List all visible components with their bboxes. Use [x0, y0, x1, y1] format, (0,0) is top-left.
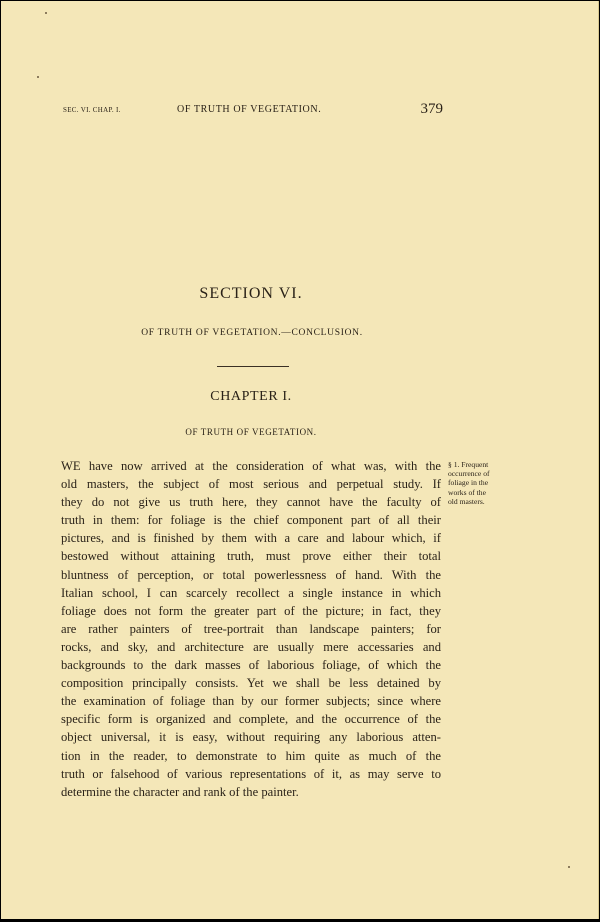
text-line: bestowed without attaining truth, must prove either their total	[61, 549, 441, 564]
text-line: rocks, and sky, and architecture are usually mere accessaries and	[61, 639, 441, 654]
text-line: the examination of foliage than by our former subjects; since where	[61, 694, 441, 709]
marginal-note-line: foliage in the	[448, 478, 489, 488]
divider-rule	[217, 366, 289, 367]
marginal-note-line: § 1. Frequent	[448, 460, 489, 469]
section-subtitle: OF TRUTH OF VEGETATION.—CONCLUSION.	[141, 328, 363, 338]
text-line: backgrounds to the dark masses of laborious foliage, of which the	[61, 658, 441, 673]
text-line: are rather painters of tree-portrait than landscape painters; for	[61, 621, 441, 636]
text-line: Italian school, I can scarcely recollect a single instance in which	[61, 585, 441, 600]
marginal-note-line: works of the	[448, 487, 486, 497]
book-page	[1, 1, 599, 919]
page-number: 379	[420, 101, 443, 117]
marginal-note	[448, 460, 510, 506]
text-line: foliage does not form the greater part of the picture; in fact, they	[61, 603, 441, 618]
paper-speck	[568, 866, 570, 868]
text-line: tion in the reader, to demonstrate to him quite as much of the	[61, 748, 441, 763]
text-line: object universal, it is easy, without requiring any laborious atten-	[61, 730, 441, 745]
text-line: specific form is organized and complete, and the occurrence of the	[61, 712, 441, 727]
paper-speck	[45, 12, 47, 14]
chapter-subtitle: OF TRUTH OF VEGETATION.	[185, 427, 317, 437]
text-line: WE have now arrived at the consideration of what was, with the	[61, 459, 441, 473]
text-line: composition principally consists. Yet we shall be less detained by	[61, 676, 441, 691]
text-line: old masters, the subject of most serious and perpetual study. If	[61, 477, 441, 492]
marginal-note-line: old masters.	[448, 496, 485, 506]
text-line: pictures, and is finished by them with a care and labour which, if	[61, 531, 441, 546]
text-line: determine the character and rank of the painter.	[61, 784, 299, 799]
running-head-title: OF TRUTH OF VEGETATION.	[177, 104, 322, 115]
running-head	[63, 102, 443, 120]
marginal-note-line: occurrence of	[448, 469, 490, 479]
running-head-section: SEC. VI. CHAP. I.	[63, 106, 121, 114]
text-line: truth in them: for foliage is the chief component part of all their	[61, 513, 441, 528]
chapter-title: CHAPTER I.	[210, 389, 292, 404]
text-line: truth or falsehood of various representations of it, as may serve to	[61, 766, 441, 781]
text-line: bluntness of perception, or total powerlessness of hand. With the	[61, 567, 441, 582]
text-line: they do not give us truth here, they cannot have the faculty of	[61, 495, 441, 510]
section-title: SECTION VI.	[199, 285, 303, 302]
body-paragraph	[61, 457, 441, 801]
paper-speck	[37, 76, 39, 78]
